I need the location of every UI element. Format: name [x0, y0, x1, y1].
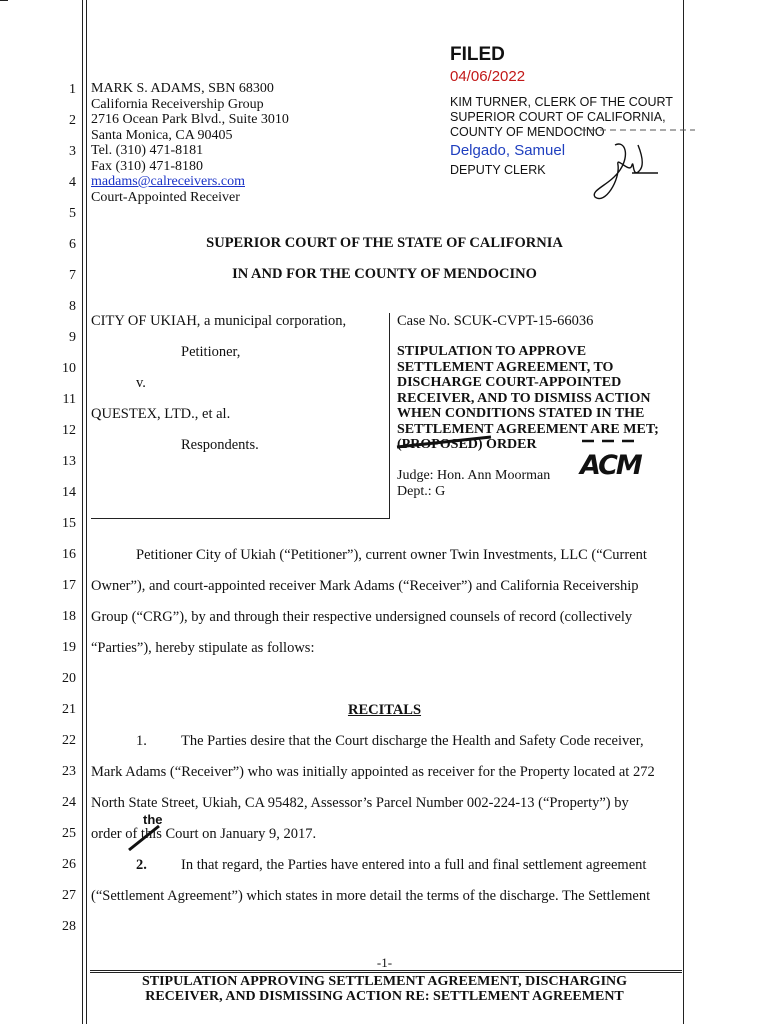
- attorney-role: Court-Appointed Receiver: [91, 189, 240, 205]
- document-title-line: RECEIVER, AND TO DISMISS ACTION: [397, 390, 651, 406]
- left-margin-rule-inner: [86, 0, 87, 1024]
- line-number: 18: [62, 609, 76, 624]
- defendant-name: QUESTEX, LTD., et al.: [91, 406, 231, 422]
- line-number: 10: [62, 361, 76, 376]
- filed-label: FILED: [450, 44, 505, 65]
- defendant-role: Respondents.: [181, 437, 259, 453]
- line-number: 22: [62, 733, 76, 748]
- attorney-phone: Tel. (310) 471-8181: [91, 143, 204, 158]
- document-title-line: SETTLEMENT AGREEMENT ARE MET;: [397, 421, 659, 437]
- judge-name: Judge: Hon. Ann Moorman: [397, 468, 551, 483]
- plaintiff-role: Petitioner,: [181, 344, 241, 360]
- left-margin-rule: [82, 0, 83, 1024]
- plaintiff-name: CITY OF UKIAH, a municipal corporation,: [91, 313, 347, 329]
- attorney-address-line2: Santa Monica, CA 90405: [91, 127, 233, 143]
- attorney-block: [91, 81, 391, 205]
- deputy-clerk-title: DEPUTY CLERK: [450, 163, 546, 177]
- line-number: 13: [62, 454, 76, 469]
- line-number: 23: [62, 764, 76, 779]
- footer-title-line: RECEIVER, AND DISMISSING ACTION RE: SETTLEMENT AGREEMENT: [145, 989, 624, 1004]
- line-number: 6: [69, 237, 76, 252]
- line-number: 9: [69, 330, 76, 345]
- intro-line: Owner”), and court-appointed receiver Mark Adams (“Receiver”) and California Receivership: [91, 578, 639, 594]
- clerk-name: KIM TURNER, CLERK OF THE COURT: [450, 95, 673, 109]
- paragraph-number: 1.: [136, 733, 147, 749]
- clerk-signature: [570, 125, 700, 205]
- interlineation: the: [143, 812, 163, 827]
- line-number: 14: [62, 485, 76, 500]
- intro-line: Petitioner City of Ukiah (“Petitioner”), current owner Twin Investments, LLC (“Current: [136, 547, 647, 563]
- dashes-mark: [580, 437, 640, 445]
- attorney-address-line1: 2716 Ocean Park Blvd., Suite 3010: [91, 112, 289, 127]
- paragraph-1-line: North State Street, Ukiah, CA 95482, Assessor’s Parcel Number 002-224-13 (“Property”) by: [91, 795, 629, 811]
- recitals-heading: RECITALS: [347, 702, 422, 718]
- caption-divider-vertical: [389, 313, 390, 518]
- page-number: -1-: [376, 955, 393, 970]
- paragraph-2-line: (“Settlement Agreement”) which states in more detail the terms of the discharge. The Settlement: [91, 888, 651, 904]
- paragraph-1-line: Mark Adams (“Receiver”) who was initially appointed as receiver for the Property located at 272: [91, 764, 655, 780]
- deputy-clerk-name: Delgado, Samuel: [450, 142, 566, 159]
- document-title-line: SETTLEMENT AGREEMENT, TO: [397, 359, 614, 375]
- line-number: 27: [62, 888, 76, 903]
- line-number: 11: [62, 392, 76, 407]
- stamp-court: SUPERIOR COURT OF CALIFORNIA,: [450, 110, 666, 124]
- court-county: IN AND FOR THE COUNTY OF MENDOCINO: [232, 266, 537, 282]
- footer-title: [86, 974, 683, 1004]
- line-number: 16: [62, 547, 76, 562]
- corner-mark: [0, 0, 8, 1]
- document-title-line: DISCHARGE COURT-APPOINTED: [397, 375, 622, 390]
- line-number: 25: [62, 826, 76, 841]
- versus: v.: [136, 375, 146, 391]
- paragraph-1-line: order of this Court on January 9, 2017.: [91, 826, 317, 842]
- attorney-firm: California Receivership Group: [91, 96, 264, 112]
- line-number: 7: [69, 268, 76, 283]
- caption-divider-horizontal: [91, 518, 390, 519]
- line-number: 2: [69, 113, 76, 128]
- footer-rule-double: [90, 972, 682, 973]
- line-number: 8: [69, 299, 76, 314]
- intro-line: “Parties”), hereby stipulate as follows:: [91, 640, 315, 656]
- line-number: 1: [69, 82, 76, 97]
- line-number: 15: [62, 516, 76, 531]
- line-number: 26: [62, 857, 76, 872]
- document-title-line: WHEN CONDITIONS STATED IN THE: [397, 406, 645, 421]
- line-number: 17: [62, 578, 76, 593]
- department: Dept.: G: [397, 484, 446, 499]
- paragraph-1-line: The Parties desire that the Court discharge the Health and Safety Code receiver,: [181, 733, 644, 749]
- stamp-county: COUNTY OF MENDOCINO: [450, 125, 605, 139]
- line-number: 3: [69, 144, 76, 159]
- attorney-name: MARK S. ADAMS, SBN 68300: [91, 81, 274, 96]
- line-number: 20: [62, 671, 76, 686]
- line-number: 4: [69, 175, 76, 190]
- attorney-email-link[interactable]: madams@calreceivers.com: [91, 174, 245, 189]
- footer-title-line: STIPULATION APPROVING SETTLEMENT AGREEMENT, DISCHARGING: [141, 974, 628, 989]
- intro-line: Group (“CRG”), by and through their respective undersigned counsels of record (collectively: [91, 609, 633, 625]
- line-number: 12: [62, 423, 76, 438]
- paragraph-number: 2.: [136, 857, 147, 873]
- judge-initials: ACM: [580, 450, 641, 481]
- filed-date: 04/06/2022: [450, 68, 526, 85]
- attorney-fax: Fax (310) 471-8180: [91, 158, 203, 174]
- line-number: 5: [69, 206, 76, 221]
- strike-mark: [125, 822, 165, 854]
- court-name: SUPERIOR COURT OF THE STATE OF CALIFORNIA: [206, 235, 563, 251]
- footer-rule: [90, 970, 682, 971]
- document-title-line: (PROPOSED) ORDER: [397, 437, 537, 452]
- paragraph-2-line: In that regard, the Parties have entered into a full and final settlement agreement: [181, 857, 647, 873]
- line-number: 28: [62, 919, 76, 934]
- line-number: 19: [62, 640, 76, 655]
- case-number: Case No. SCUK-CVPT-15-66036: [397, 313, 594, 329]
- proposed-strikethrough: [395, 433, 495, 453]
- line-number: 24: [62, 795, 76, 810]
- line-number: 21: [62, 702, 76, 717]
- document-title-line: STIPULATION TO APPROVE: [397, 344, 587, 359]
